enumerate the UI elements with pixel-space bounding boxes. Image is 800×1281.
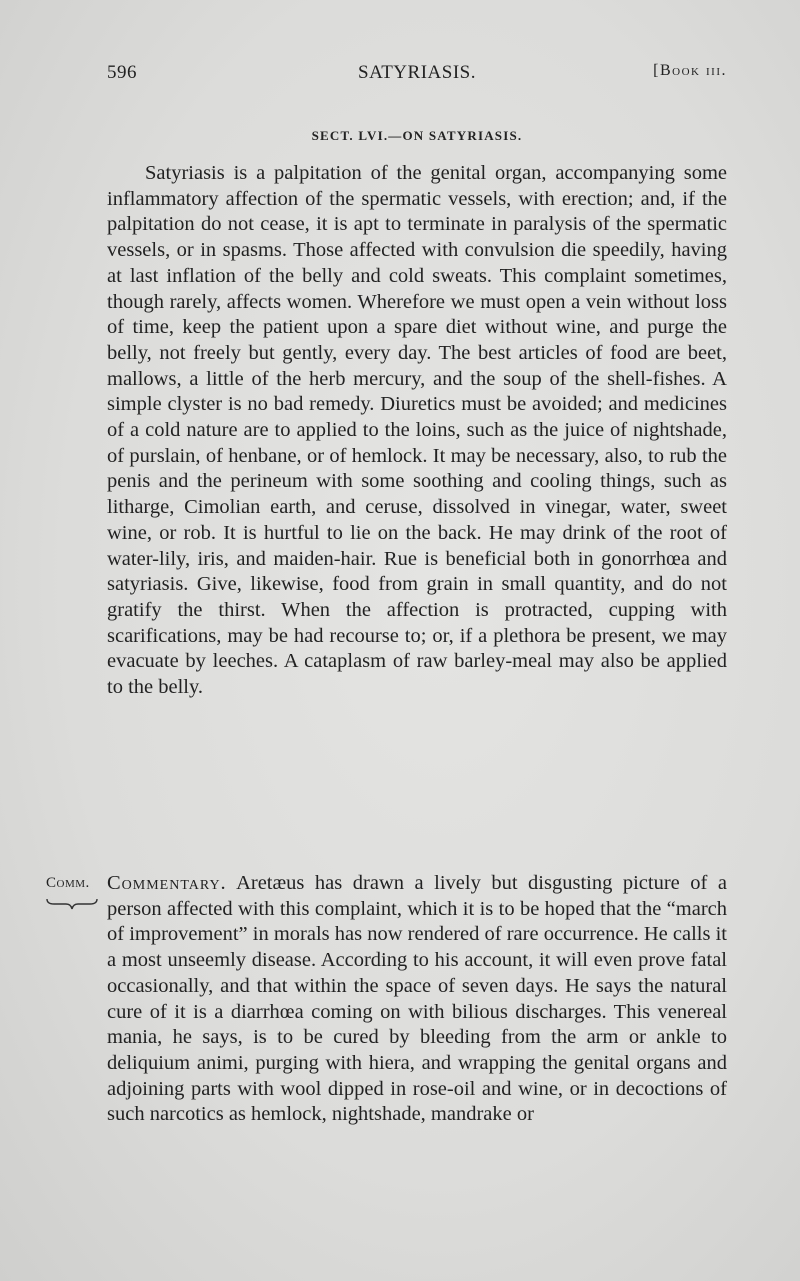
page-number: 596 xyxy=(107,62,137,83)
commentary-label: Commentary. xyxy=(107,872,227,894)
margin-note: Comm. xyxy=(46,875,90,891)
running-title: SATYRIASIS. xyxy=(358,62,476,83)
section-heading: SECT. LVI.—ON SATYRIASIS. xyxy=(311,128,523,143)
margin-brace-icon xyxy=(46,897,98,911)
commentary-paragraph xyxy=(107,871,727,1128)
commentary-text: Aretæus has drawn a lively but disgusting picture of a person affected with this complaint, which it is to be hoped that the “march of improvement” in morals has now rendered of rare occurrence. He calls it a most unseemly disease. According to his account, it will even prove fatal occasionally, and that within the space of seven days. He says the natural cure of it is a diarrhœa coming on with bilious discharges. This venereal mania, he says, is to be cured by bleeding from the arm or ankle to deliquium animi, purging with hiera, and wrapping the genital organs and adjoining parts with wool dipped in rose-oil and wine, or in decoctions of such narcotics as hemlock, nightshade, mandrake or xyxy=(107,872,727,1126)
section-paragraph: Satyriasis is a palpitation of the genital organ, accompanying some inflammatory affection of the spermatic vessels, with erection; and, if the palpitation do not cease, it is apt to terminate in paralysis of the spermatic vessels, or in spasms. Those affected with convulsion die speedily, having at last inflation of the belly and cold sweats. This complaint sometimes, though rarely, affects women. Wherefore we must open a vein without loss of time, keep the patient upon a spare diet without wine, and purge the belly, not freely but gently, every day. The best articles of food are beet, mallows, a little of the herb mercury, and the soup of the shell-fishes. A simple clyster is no bad remedy. Diuretics must be avoided; and medicines of a cold nature are to applied to the loins, such as the juice of nightshade, of purslain, of henbane, or of hemlock. It may be necessary, also, to rub the penis and the perineum with some soothing and cooling things, such as litharge, Cimolian earth, and ceruse, dissolved in vinegar, water, sweet wine, or rob. It is hurtful to lie on the back. He may drink of the root of water-lily, iris, and maiden-hair. Rue is beneficial both in gonorrhœa and satyriasis. Give, likewise, food from grain in small quantity, and do not gratify the thirst. When the affection is protracted, cupping with scarifications, may be had recourse to; or, if a plethora be present, we may evacuate by leeches. A cataplasm of raw barley-meal may also be applied to the belly. xyxy=(107,162,727,699)
book-reference: [Book iii. xyxy=(653,62,727,79)
running-head xyxy=(107,62,727,88)
